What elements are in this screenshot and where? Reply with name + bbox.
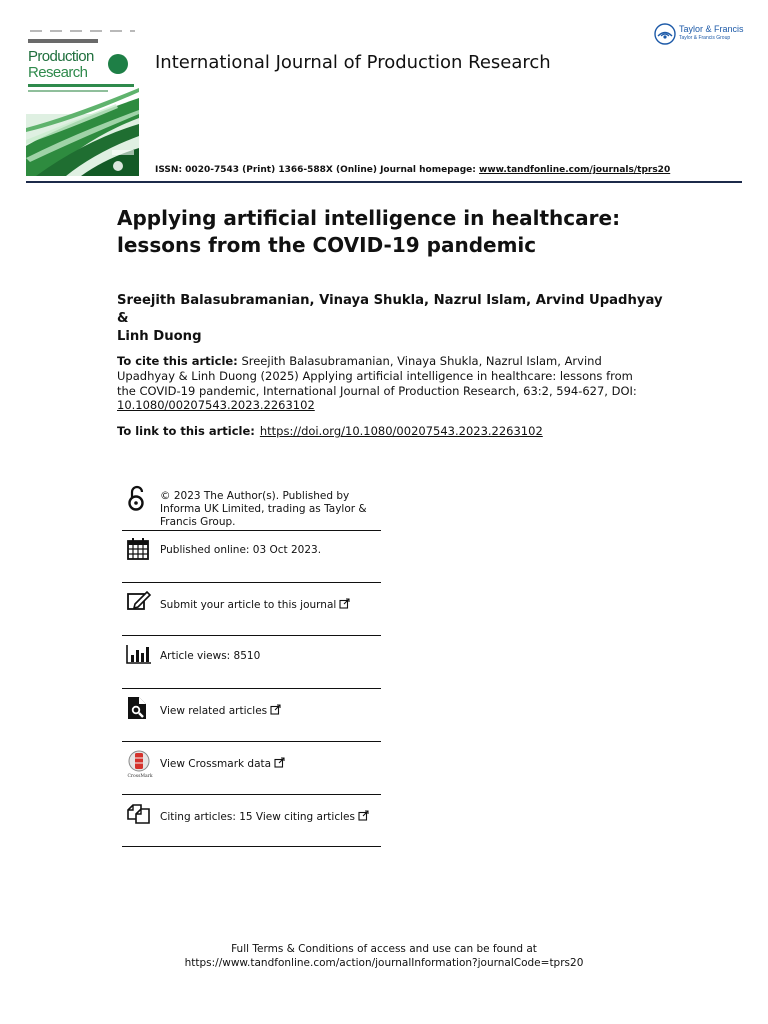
submit-article-link[interactable] bbox=[160, 598, 382, 612]
article-title-line2: lessons from the COVID-19 pandemic bbox=[117, 233, 537, 257]
external-link-icon bbox=[274, 757, 285, 768]
info-divider bbox=[122, 582, 381, 583]
publisher-logo-icon bbox=[654, 23, 676, 45]
external-link-icon bbox=[270, 704, 281, 715]
journal-homepage-link[interactable]: www.tandfonline.com/journals/tprs20 bbox=[479, 165, 671, 175]
published-text: Published online: 03 Oct 2023. bbox=[160, 544, 322, 556]
journal-title: International Journal of Production Research bbox=[155, 52, 551, 73]
info-divider bbox=[122, 530, 381, 531]
citing-articles-link[interactable] bbox=[160, 810, 382, 824]
related-articles-label: View related articles bbox=[160, 705, 268, 717]
publisher-name: Taylor & Francis bbox=[679, 24, 744, 34]
bar-chart-icon bbox=[126, 644, 152, 664]
crossmark-label: CrossMark bbox=[127, 774, 153, 778]
citing-articles-label: Citing articles: 15 View citing articles bbox=[160, 811, 355, 823]
submit-article-row[interactable] bbox=[122, 584, 381, 636]
citing-documents-icon bbox=[126, 803, 152, 825]
authors-line2: Linh Duong bbox=[117, 329, 202, 344]
footer-terms-url[interactable]: https://www.tandfonline.com/action/journalInformation?journalCode=tprs20 bbox=[184, 957, 584, 969]
cover-title-line1: Production bbox=[28, 48, 94, 65]
cite-doi-link[interactable]: 10.1080/00207543.2023.2263102 bbox=[117, 398, 315, 413]
cite-label: To cite this article: bbox=[117, 354, 238, 368]
footer-line1: Full Terms & Conditions of access and use can be found at bbox=[231, 943, 537, 955]
article-views-text: Article views: 8510 bbox=[160, 650, 261, 662]
crossmark-row[interactable] bbox=[122, 742, 381, 795]
external-link-icon bbox=[358, 810, 369, 821]
crossmark-link[interactable] bbox=[160, 757, 382, 771]
related-articles-row[interactable] bbox=[122, 689, 381, 742]
search-document-icon bbox=[126, 695, 148, 721]
submit-article-label: Submit your article to this journal bbox=[160, 599, 337, 611]
open-access-row bbox=[122, 484, 381, 532]
terms-footer bbox=[0, 942, 768, 970]
article-title-line1: Applying artificial intelligence in healthcare: bbox=[117, 206, 621, 230]
article-views-row bbox=[122, 636, 381, 689]
cover-title-line2: Research bbox=[28, 64, 88, 81]
journal-cover-image bbox=[26, 28, 139, 176]
crossmark-link-label: View Crossmark data bbox=[160, 758, 272, 770]
calendar-icon bbox=[126, 537, 150, 561]
article-authors bbox=[117, 292, 677, 346]
pencil-edit-icon bbox=[126, 590, 152, 612]
authors-line1: Sreejith Balasubramanian, Vinaya Shukla, Nazrul Islam, Arvind Upadhyay & bbox=[117, 293, 663, 326]
article-title bbox=[117, 205, 677, 259]
external-link-icon bbox=[339, 598, 350, 609]
header-divider bbox=[26, 181, 742, 183]
cover-artwork bbox=[26, 28, 139, 176]
crossmark-icon bbox=[126, 750, 154, 778]
article-link-line bbox=[117, 424, 677, 439]
taylor-francis-logo[interactable] bbox=[654, 22, 749, 46]
related-articles-link[interactable] bbox=[160, 704, 382, 718]
publisher-group: Taylor & Francis Group bbox=[679, 35, 731, 41]
issn-line bbox=[155, 165, 670, 175]
info-divider bbox=[122, 846, 381, 847]
citation-block bbox=[117, 354, 647, 413]
doi-link[interactable]: https://doi.org/10.1080/00207543.2023.2263102 bbox=[259, 424, 543, 438]
link-label: To link to this article: bbox=[117, 424, 255, 438]
issn-text: ISSN: 0020-7543 (Print) 1366-588X (Online) Journal homepage: bbox=[155, 165, 480, 175]
citing-articles-row[interactable] bbox=[122, 795, 381, 847]
open-access-icon bbox=[126, 484, 146, 514]
published-row bbox=[122, 532, 381, 584]
open-access-text: © 2023 The Author(s). Published by Informa UK Limited, trading as Taylor & Francis Group. bbox=[160, 490, 367, 528]
cite-text: Sreejith Balasubramanian, Vinaya Shukla, Nazrul Islam, Arvind Upadhyay & Linh Duong (2025) Applying artificial intelligence in healthcare: lessons from the COVID-19 pandemic, International Journal of Production Research, 63:2, 594-627, DOI: bbox=[117, 354, 637, 398]
